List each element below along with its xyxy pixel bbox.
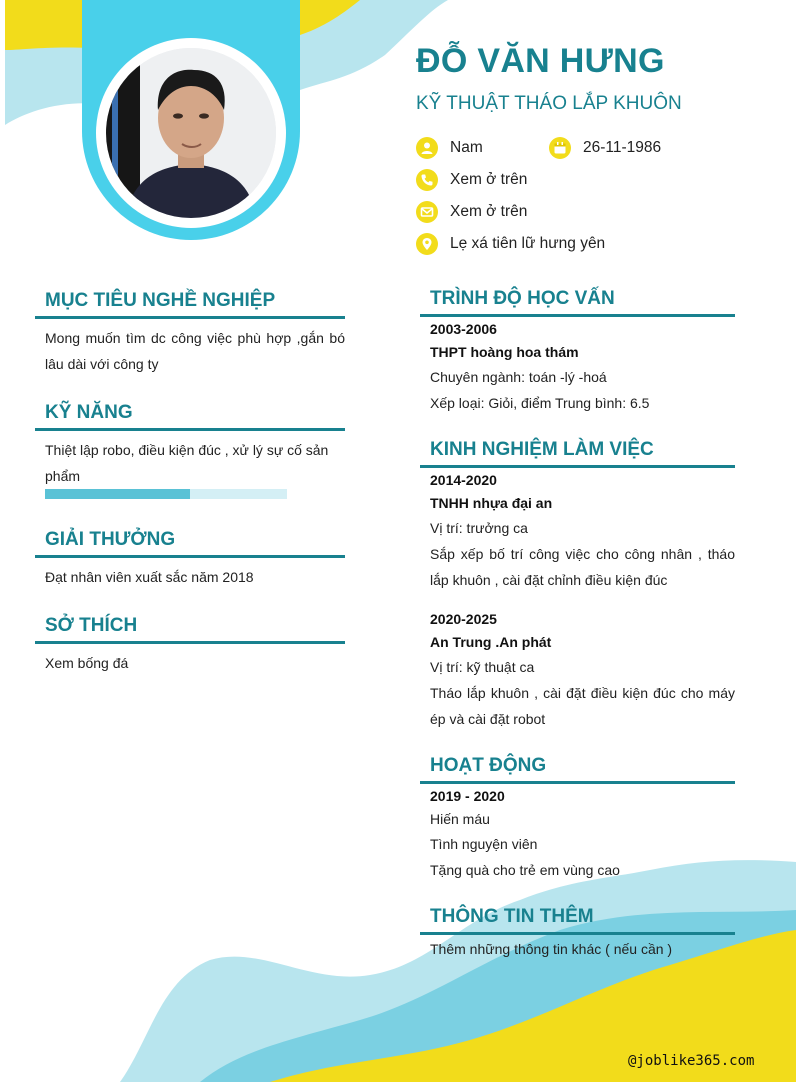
location-pin-icon [416, 233, 438, 255]
awards-title: GIẢI THƯỞNG [45, 529, 176, 550]
contact-birthday [549, 137, 661, 159]
education-period: 2003-2006 [430, 321, 497, 337]
candidate-name: ĐỖ VĂN HƯNG [416, 42, 665, 80]
address-value: Lẹ xá tiên lữ hưng yên [450, 235, 606, 252]
education-major: Chuyên ngành: toán -lý -hoá [430, 369, 607, 385]
activities-title: HOẠT ĐỘNG [430, 755, 547, 776]
hobbies-text: Xem bống đá [45, 655, 129, 671]
contact-gender [416, 137, 483, 159]
job-1-position: Vị trí: trưởng ca [430, 520, 528, 536]
activity-item: Tình nguyện viên [430, 836, 538, 852]
gender-value: Nam [450, 139, 483, 156]
objective-divider [35, 316, 345, 319]
profile-photo [106, 48, 276, 218]
skills-divider [35, 428, 345, 431]
skill-level-fill [45, 489, 190, 499]
extra-info-text: Thêm những thông tin khác ( nếu cần ) [430, 941, 673, 957]
calendar-icon [549, 137, 571, 159]
skills-title: KỸ NĂNG [45, 402, 133, 423]
job-1-period: 2014-2020 [430, 472, 497, 488]
contact-email [416, 201, 527, 223]
hobbies-title: SỞ THÍCH [45, 615, 138, 636]
email-value: Xem ở trên [450, 203, 528, 220]
education-grade: Xếp loại: Giỏi, điểm Trung bình: 6.5 [430, 395, 650, 411]
phone-value: Xem ở trên [450, 171, 528, 188]
activities-period: 2019 - 2020 [430, 788, 505, 804]
extra-info-title: THÔNG TIN THÊM [430, 906, 594, 927]
hobbies-divider [35, 641, 345, 644]
education-title: TRÌNH ĐỘ HỌC VẤN [430, 288, 615, 309]
user-icon [416, 137, 438, 159]
birthday-value: 26-11-1986 [583, 139, 662, 156]
activity-item: Tặng quà cho trẻ em vùng cao [430, 862, 620, 878]
job-title: KỸ THUẬT THÁO LẮP KHUÔN [416, 93, 682, 114]
activity-item: Hiến máu [430, 811, 490, 827]
skills-text: Thiệt lập robo, điều kiện đúc , xử lý sự cố sản phẩm [45, 442, 329, 484]
awards-text: Đạt nhân viên xuất sắc năm 2018 [45, 569, 254, 585]
footer-watermark: @joblike365.com [628, 1053, 755, 1069]
contact-phone [416, 169, 527, 191]
experience-title: KINH NGHIỆM LÀM VIỆC [430, 439, 654, 460]
objective-text: Mong muốn tìm dc công việc phù hợp ,gắn bó lâu dài với công ty [45, 330, 345, 372]
awards-divider [35, 555, 345, 558]
job-2-description: Tháo lắp khuôn , cài đặt điều kiện đúc cho máy ép và cài đặt robot [430, 685, 735, 727]
job-2-position: Vị trí: kỹ thuật ca [430, 659, 535, 675]
objective-title: MỤC TIÊU NGHỀ NGHIỆP [45, 290, 276, 311]
extra-info-divider [420, 932, 735, 935]
job-2-period: 2020-2025 [430, 611, 497, 627]
education-school: THPT hoàng hoa thám [430, 344, 579, 360]
mail-icon [416, 201, 438, 223]
contact-address [416, 233, 605, 255]
phone-icon [416, 169, 438, 191]
job-1-company: TNHH nhựa đại an [430, 495, 553, 511]
job-1-description: Sắp xếp bố trí công việc cho công nhân , tháo lắp khuôn , cài đặt chỉnh điều kiện đúc [430, 546, 735, 588]
job-2-company: An Trung .An phát [430, 634, 552, 650]
